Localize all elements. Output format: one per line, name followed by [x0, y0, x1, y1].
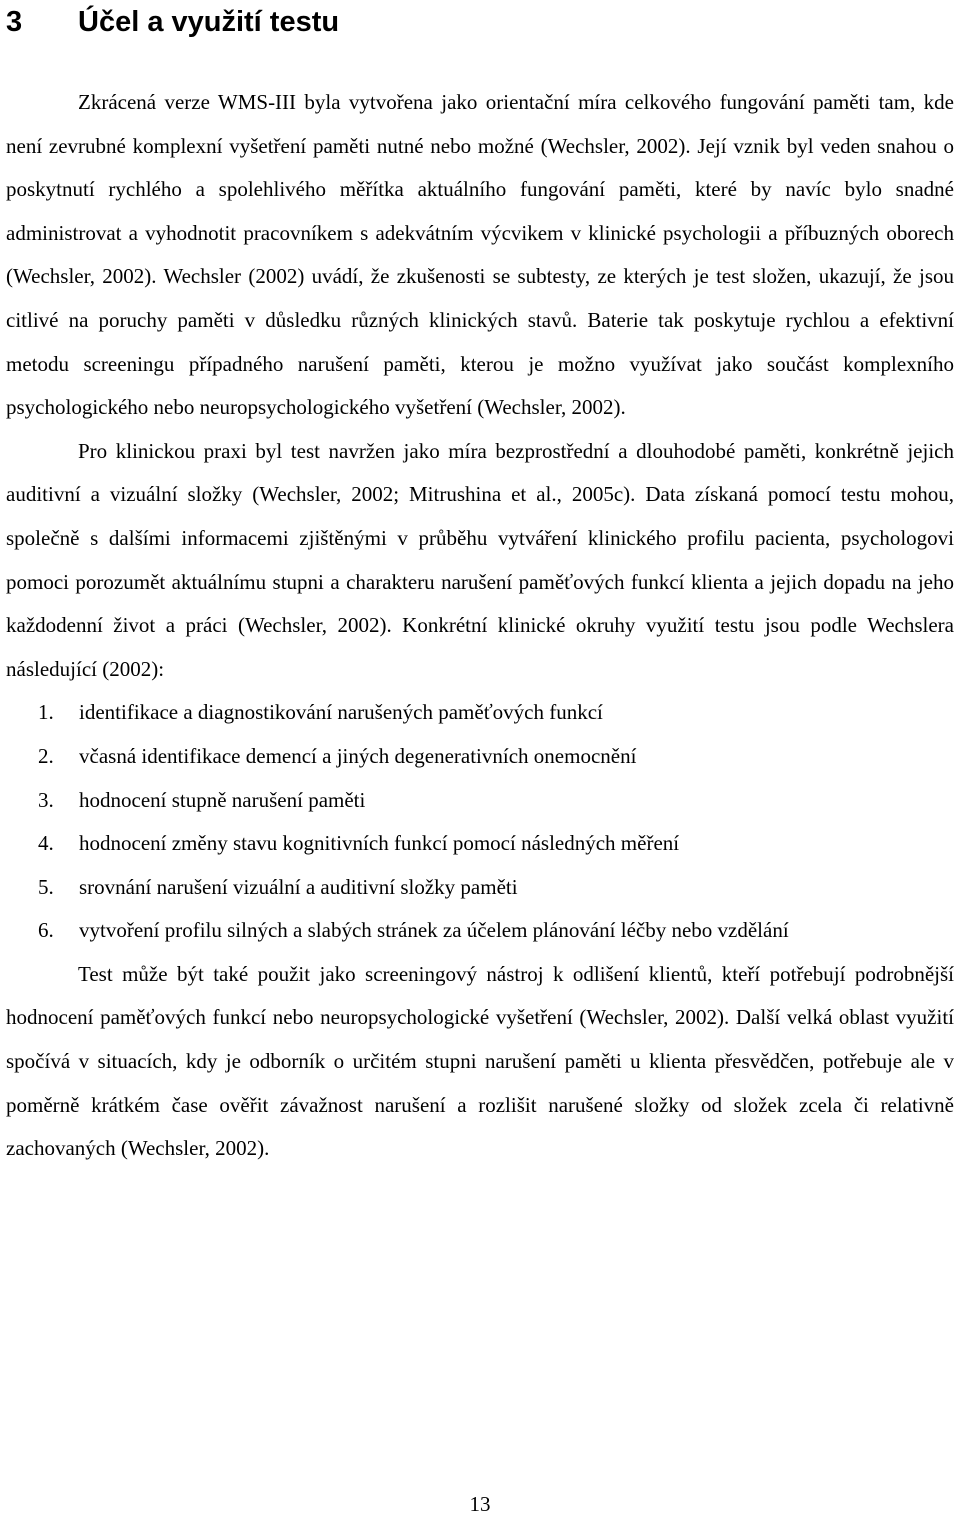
list-item-text: hodnocení změny stavu kognitivních funkcí pomocí následných měření: [79, 831, 680, 856]
list-item-number: 3.: [38, 787, 54, 812]
section-title: Účel a využití testu: [78, 6, 340, 38]
list-item-text: vytvoření profilu silných a slabých stránek za účelem plánování léčby nebo vzdělání: [79, 918, 789, 943]
paragraph-2: Pro klinickou praxi byl test navržen jako míra bezprostřední a dlouhodobé paměti, konkrétně jejich auditivní a vizuální složky (Wechsler, 2002; Mitrushina et al., 2005c). Data získaná pomocí testu mohou, společně s dalšími informacemi zjištěnými v průběhu vytváření klinického profilu pacienta, psychologovi pomoci porozumět aktuálnímu stupni a charakteru narušení paměťových funkcí klienta a jejich dopadu na jeho každodenní život a práci (Wechsler, 2002). Konkrétní klinické okruhy využití testu jsou podle Wechslera následující (2002):: [6, 438, 954, 681]
clinical-uses-list: [6, 691, 954, 953]
list-item-number: 1.: [38, 700, 54, 725]
section-heading: [6, 2, 339, 42]
list-item-text: hodnocení stupně narušení paměti: [79, 787, 366, 812]
list-item-text: identifikace a diagnostikování narušených paměťových funkcí: [79, 700, 603, 725]
list-item: [6, 691, 954, 735]
paragraph-1: Zkrácená verze WMS-III byla vytvořena jako orientační míra celkového fungování paměti tam, kde není zevrubné komplexní vyšetření paměti nutné nebo možné (Wechsler, 2002). Její vznik byl veden snahou o poskytnutí rychlého a spolehlivého měřítka aktuálního fungování paměti, které by navíc bylo snadné administrovat a vyhodnotit pracovníkem s adekvátním výcvikem v klinické psychologii a příbuzných oborech (Wechsler, 2002). Wechsler (2002) uvádí, že zkušenosti se subtesty, ze kterých je test složen, ukazují, že jsou citlivé na poruchy paměti v důsledku různých klinických stavů. Baterie tak poskytuje rychlou a efektivní metodu screeningu případného narušení paměti, kterou je možno využívat jako součást komplexního psychologického nebo neuropsychologického vyšetření (Wechsler, 2002).: [6, 90, 954, 420]
list-item: [6, 822, 954, 866]
list-item: [6, 779, 954, 823]
page-number: 13: [469, 1492, 491, 1516]
body-text: [6, 81, 954, 1171]
list-item: [6, 909, 954, 953]
list-item-number: 4.: [38, 831, 54, 856]
list-item: [6, 866, 954, 910]
list-item-text: srovnání narušení vizuální a auditivní složky paměti: [79, 874, 518, 899]
list-item-number: 2.: [38, 743, 54, 768]
list-item-text: včasná identifikace demencí a jiných degenerativních onemocnění: [79, 743, 637, 768]
list-item: [6, 735, 954, 779]
list-item-number: 5.: [38, 874, 54, 899]
list-item-number: 6.: [38, 918, 54, 943]
section-number: 3: [6, 6, 23, 38]
paragraph-3: Test může být také použit jako screeningový nástroj k odlišení klientů, kteří potřebují podrobnější hodnocení paměťových funkcí nebo neuropsychologické vyšetření (Wechsler, 2002). Další velká oblast využití spočívá v situacích, kdy je odborník o určitém stupni narušení paměti u klienta přesvědčen, potřebuje ale v poměrně krátkém čase ověřit závažnost narušení a rozlišit narušené složky od složek zcela či relativně zachovaných (Wechsler, 2002).: [6, 961, 954, 1161]
